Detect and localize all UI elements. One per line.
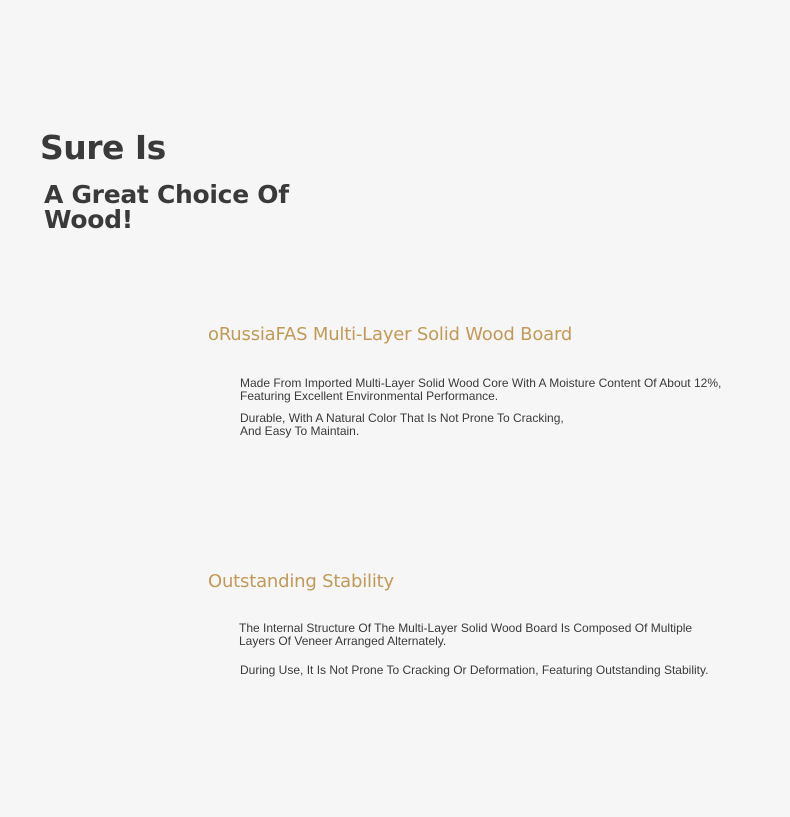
headline-great-choice-line2: Wood! <box>44 205 133 234</box>
section1-paragraph-2 <box>240 412 564 438</box>
section2-paragraph-1 <box>239 622 692 648</box>
section-title-solid-wood-board: oRussiaFAS Multi-Layer Solid Wood Board <box>208 324 573 345</box>
headline-great-choice <box>44 182 324 232</box>
headline-sure-is: Sure Is <box>40 128 166 167</box>
section1-paragraph-2-line2: And Easy To Maintain. <box>240 424 360 438</box>
section2-paragraph-1-line2: Layers Of Veneer Arranged Alternately. <box>239 634 447 648</box>
section2-paragraph-2-line1: During Use, It Is Not Prone To Cracking Or Deformation, Featuring Outstanding Stability. <box>240 663 709 677</box>
section2-paragraph-1-line1: The Internal Structure Of The Multi-Layer Solid Wood Board Is Composed Of Multiple <box>239 621 693 635</box>
section2-paragraph-2 <box>240 664 708 677</box>
section1-paragraph-1 <box>240 377 721 403</box>
headline-great-choice-line1: A Great Choice Of <box>44 180 289 209</box>
section1-paragraph-2-line1: Durable, With A Natural Color That Is Not Prone To Cracking, <box>240 411 564 425</box>
section-title-outstanding-stability: Outstanding Stability <box>208 571 394 592</box>
section1-paragraph-1-line2: Featuring Excellent Environmental Performance. <box>240 389 499 403</box>
section1-paragraph-1-line1: Made From Imported Multi-Layer Solid Wood Core With A Moisture Content Of About 12%, <box>240 376 722 390</box>
